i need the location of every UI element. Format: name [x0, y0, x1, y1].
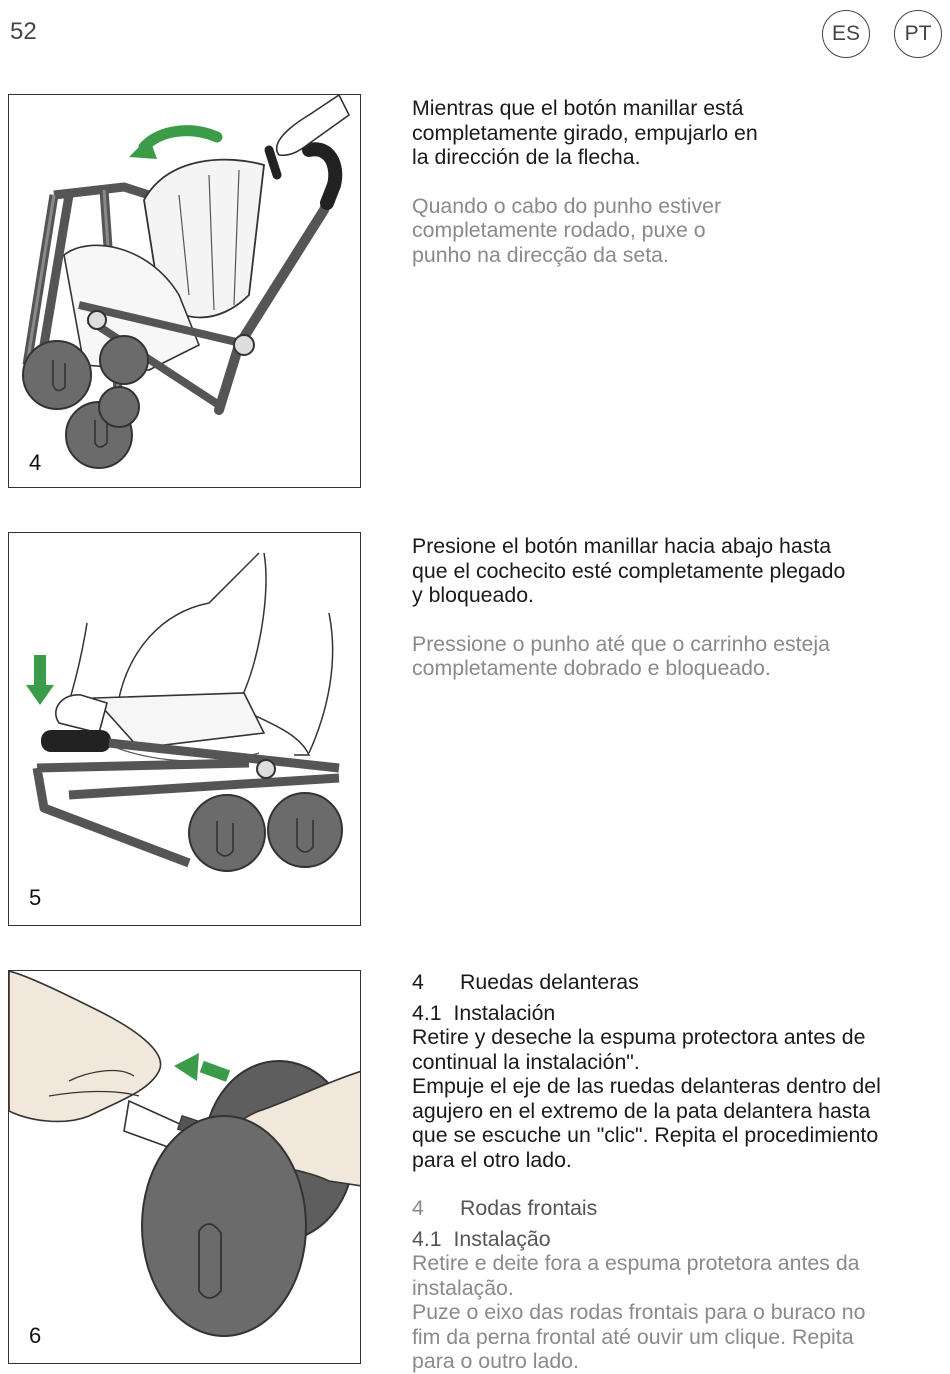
- wheel-icon: [268, 793, 342, 867]
- subsection-heading-es: 4.1 Instalación: [412, 1000, 556, 1025]
- figure-number: 6: [29, 1323, 42, 1348]
- section-heading-pt: 4 Rodas frontais: [412, 1196, 598, 1220]
- figure-number: 4: [29, 450, 42, 475]
- instruction-pt-line: Puze o eixo das rodas frontais para o buraco no: [412, 1300, 866, 1324]
- wheel-icon: [142, 1116, 306, 1336]
- instruction-step-5: [412, 534, 947, 681]
- front-wheel-illustration: [9, 971, 361, 1364]
- instruction-es-line: que se escuche un "clic". Repita el procedimiento: [412, 1123, 879, 1147]
- instruction-es-line: continual la instalación".: [412, 1049, 640, 1074]
- language-badge-pt: PT: [894, 10, 942, 58]
- instruction-es-line: Empuje el eje de las ruedas delanteras dentro del: [412, 1074, 881, 1098]
- direction-arrow-icon: [144, 131, 217, 147]
- instruction-es-line: Mientras que el botón manillar está: [412, 96, 744, 120]
- instruction-pt-line: Retire e deite fora a espuma protetora antes da: [412, 1251, 860, 1275]
- figure-6-front-wheel: [8, 970, 361, 1364]
- figure-4-fold-handle: [8, 94, 361, 488]
- instruction-pt-line: punho na direcção da seta.: [412, 242, 669, 267]
- instruction-es-line: y bloqueado.: [412, 583, 534, 607]
- instruction-es-line: para el otro lado.: [412, 1147, 572, 1172]
- instruction-pt-line: completamente rodado, puxe o: [412, 218, 706, 242]
- instruction-es-line: Retire y deseche la espuma protectora antes de: [412, 1025, 866, 1049]
- subsection-heading-pt: 4.1 Instalação: [412, 1226, 551, 1251]
- instruction-pt-line: Pressione o punho até que o carrinho esteja: [412, 631, 830, 656]
- instruction-es-line: la dirección de la flecha.: [412, 145, 641, 169]
- instruction-es-line: que el cochecito esté completamente plegado: [412, 558, 846, 583]
- instruction-pt-line: fim da perna frontal até ouvir um clique. Repita: [412, 1324, 854, 1349]
- handle-icon: [41, 730, 111, 752]
- figure-5-press-down: [8, 532, 361, 926]
- direction-arrow-icon: [200, 1061, 230, 1082]
- instruction-step-4: [412, 96, 947, 267]
- stroller-folded-illustration: [9, 533, 361, 926]
- wheel-icon: [189, 795, 265, 871]
- instruction-step-6: [412, 970, 947, 1374]
- instruction-pt-line: instalação.: [412, 1275, 514, 1300]
- wheel-icon: [23, 341, 91, 409]
- figure-number: 5: [29, 885, 42, 910]
- instruction-es-line: Presione el botón manillar hacia abajo hasta: [412, 534, 832, 558]
- instruction-pt-line: para o outro lado.: [412, 1349, 579, 1373]
- language-badge-es: ES: [822, 10, 870, 58]
- instruction-pt-line: Quando o cabo do punho estiver: [412, 193, 722, 218]
- instruction-es-line: completamente girado, empujarlo en: [412, 120, 758, 145]
- instruction-es-line: agujero en el extremo de la pata delantera hasta: [412, 1098, 871, 1123]
- down-arrow-icon: [34, 655, 46, 689]
- page-number: 52: [10, 18, 37, 45]
- instruction-pt-line: completamente dobrado e bloqueado.: [412, 656, 771, 680]
- stroller-folding-illustration: [9, 95, 361, 488]
- section-heading-es: 4 Ruedas delanteras: [412, 970, 639, 994]
